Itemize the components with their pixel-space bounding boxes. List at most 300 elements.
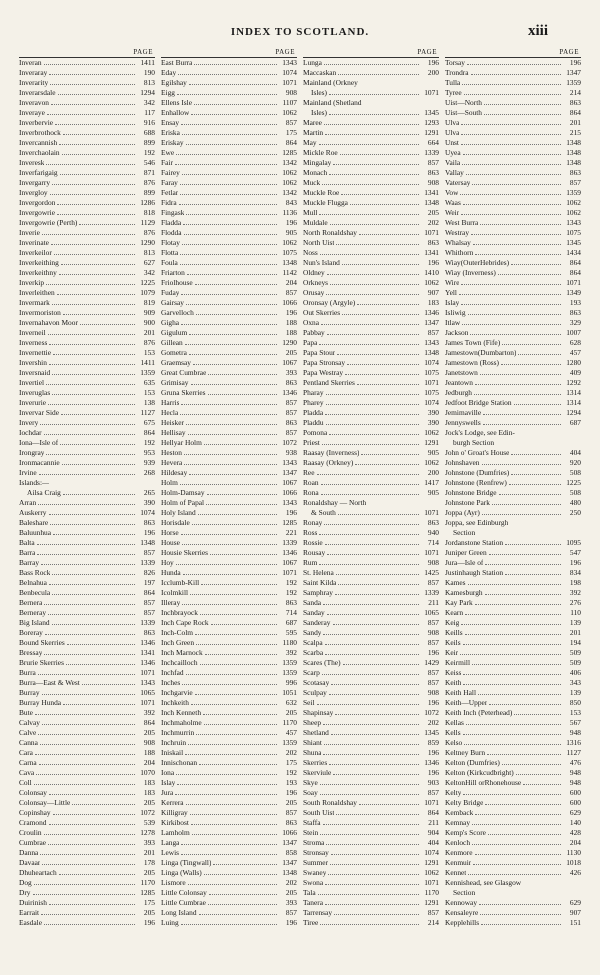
entry-name: Jamestown(Dumbarton)	[445, 348, 517, 357]
leader-dots	[44, 918, 135, 925]
entry-page: 908	[285, 88, 297, 97]
entry-name: Inverness	[19, 338, 48, 347]
entry-name: Jura—Isle of	[445, 558, 484, 567]
index-entry	[19, 218, 155, 228]
leader-dots	[187, 268, 277, 275]
column-heading: PAGE	[133, 48, 153, 56]
entry-name: Faray	[161, 178, 178, 187]
entry-page: 863	[285, 418, 297, 427]
index-entry	[445, 438, 581, 448]
leader-dots	[471, 68, 561, 75]
entry-page: 1071	[140, 668, 155, 677]
index-entry	[19, 88, 155, 98]
leader-dots	[325, 408, 419, 415]
entry-page: 1345	[424, 108, 439, 117]
entry-page: 1170	[424, 888, 439, 897]
entry-name: Unst	[445, 138, 459, 147]
entry-name: Hoy	[161, 558, 174, 567]
leader-dots	[492, 498, 561, 505]
entry-name: Calve	[19, 728, 37, 737]
entry-page: 857	[143, 608, 155, 617]
leader-dots	[462, 318, 561, 325]
leader-dots	[338, 508, 419, 515]
leader-dots	[82, 678, 135, 685]
entry-name: Little Colonsay	[161, 888, 207, 897]
entry-page: 688	[143, 128, 155, 137]
leader-dots	[66, 658, 135, 665]
entry-page: 1062	[282, 178, 297, 187]
leader-dots	[184, 448, 277, 455]
entry-page: 197	[143, 578, 155, 587]
index-entry	[303, 888, 439, 898]
index-entry	[19, 488, 155, 498]
entry-name: Wire	[445, 278, 460, 287]
entry-name: Johnstone Bridge	[445, 488, 497, 497]
entry-name: Gigulum	[161, 328, 188, 337]
index-entry	[303, 728, 439, 738]
entry-page: 834	[569, 568, 581, 577]
entry-page: 428	[569, 828, 581, 837]
entry-name: Burra—East & West	[19, 678, 80, 687]
index-entry	[19, 528, 155, 538]
leader-dots	[465, 608, 561, 615]
entry-page: 342	[143, 268, 155, 277]
entry-name: Rona	[303, 488, 319, 497]
index-entry	[445, 808, 581, 818]
entry-page: 1348	[282, 258, 297, 267]
index-entry	[161, 68, 297, 78]
entry-name: Iona—Isle of	[19, 438, 59, 447]
leader-dots	[320, 778, 419, 785]
index-entry	[161, 118, 297, 128]
entry-page: 1425	[424, 568, 439, 577]
index-entry	[161, 668, 297, 678]
leader-dots	[201, 578, 277, 585]
entry-name: Invergowrie	[19, 208, 55, 217]
entry-name: Oronsay (Argyle)	[303, 298, 356, 307]
index-entry	[445, 768, 581, 778]
entry-page: 996	[285, 678, 297, 687]
index-entry	[161, 718, 297, 728]
index-entry	[161, 408, 297, 418]
index-entry	[445, 138, 581, 148]
index-entry	[303, 418, 439, 428]
index-entry	[161, 478, 297, 488]
entry-page: 196	[143, 918, 155, 927]
index-entry	[303, 268, 439, 278]
leader-dots	[186, 798, 277, 805]
index-entry	[445, 258, 581, 268]
index-entry	[303, 118, 439, 128]
leader-dots	[468, 308, 561, 315]
page-header	[0, 23, 600, 42]
entry-name: Earrait	[19, 908, 40, 917]
leader-dots	[48, 838, 135, 845]
index-entry	[445, 908, 581, 918]
entry-page: 863	[427, 518, 439, 527]
entry-name: Papa Stour	[303, 348, 336, 357]
entry-page: 863	[285, 378, 297, 387]
entry-name: Soay	[303, 788, 318, 797]
index-entry	[19, 558, 155, 568]
index-entry	[19, 168, 155, 178]
entry-name: Kirkibost	[161, 818, 189, 827]
leader-dots	[485, 588, 561, 595]
index-entry	[445, 718, 581, 728]
index-entry	[303, 878, 439, 888]
leader-dots	[184, 228, 277, 235]
leader-dots	[181, 398, 277, 405]
page-number: xiii	[527, 23, 548, 39]
entry-page: 480	[569, 498, 581, 507]
leader-dots	[473, 858, 561, 865]
index-entry	[161, 198, 297, 208]
index-columns	[19, 48, 581, 928]
index-entry	[303, 688, 439, 698]
entry-page: 818	[143, 208, 155, 217]
leader-dots	[177, 778, 277, 785]
leader-dots	[176, 148, 277, 155]
index-entry	[303, 178, 439, 188]
entry-page: 200	[427, 468, 439, 477]
entry-page: 908	[427, 178, 439, 187]
leader-dots	[186, 298, 277, 305]
entry-page: 1346	[282, 548, 297, 557]
index-entry	[445, 858, 581, 868]
leader-dots	[183, 218, 277, 225]
index-entry	[303, 838, 439, 848]
entry-name: Noss	[303, 248, 318, 257]
leader-dots	[463, 668, 561, 675]
leader-dots	[196, 638, 277, 645]
entry-name: Iniskail	[161, 748, 184, 757]
entry-name: Holm	[161, 478, 178, 487]
entry-name: Enhallow	[161, 108, 190, 117]
index-entry	[19, 698, 155, 708]
entry-name: Inveravon	[19, 98, 49, 107]
index-entry	[161, 768, 297, 778]
leader-dots	[485, 558, 561, 565]
entry-name: Great Cumbrae	[161, 368, 207, 377]
leader-dots	[472, 658, 561, 665]
index-entry	[303, 588, 439, 598]
index-entry	[19, 278, 155, 288]
entry-page: 1346	[140, 658, 155, 667]
leader-dots	[52, 388, 135, 395]
leader-dots	[323, 628, 419, 635]
index-entry	[19, 878, 155, 888]
entry-page: 907	[569, 908, 581, 917]
leader-dots	[329, 758, 419, 765]
leader-dots	[182, 598, 277, 605]
entry-page: 1129	[140, 218, 155, 227]
entry-page: 857	[427, 638, 439, 647]
entry-name: Isles)	[311, 88, 328, 97]
entry-name: Keiss	[445, 668, 462, 677]
leader-dots	[509, 478, 561, 485]
entry-name: Mull	[303, 208, 318, 217]
index-entry	[161, 178, 297, 188]
entry-name: Flodda	[161, 228, 182, 237]
index-entry	[161, 418, 297, 428]
entry-name: Kenmuir	[445, 858, 472, 867]
index-entry	[445, 238, 581, 248]
entry-name: Inchbrayock	[161, 608, 198, 617]
index-entry	[19, 158, 155, 168]
index-entry	[19, 668, 155, 678]
leader-dots	[329, 88, 419, 95]
entry-page: 188	[285, 328, 297, 337]
leader-dots	[326, 388, 419, 395]
entry-name: Fingask	[161, 208, 185, 217]
entry-name: Scarp	[303, 668, 320, 677]
entry-name: Scotasay	[303, 678, 330, 687]
entry-name: Keills	[445, 628, 463, 637]
leader-dots	[501, 358, 561, 365]
entry-name: Rum	[303, 558, 318, 567]
index-entry	[303, 338, 439, 348]
index-entry	[161, 878, 297, 888]
entry-page: 1348	[566, 138, 581, 147]
entry-name: Jedburgh	[445, 388, 472, 397]
entry-name: Hecla	[161, 408, 179, 417]
leader-dots	[200, 608, 277, 615]
leader-dots	[36, 768, 135, 775]
entry-page: 1066	[282, 828, 297, 837]
index-entry	[303, 748, 439, 758]
entry-page: 899	[143, 138, 155, 147]
leader-dots	[44, 648, 135, 655]
index-entry	[161, 498, 297, 508]
index-entry	[303, 58, 439, 68]
entry-page: 1434	[566, 248, 581, 257]
leader-dots	[329, 108, 419, 115]
entry-page: 635	[143, 378, 155, 387]
index-entry	[19, 688, 155, 698]
index-entry	[445, 278, 581, 288]
index-entry	[161, 748, 297, 758]
index-entry	[19, 148, 155, 158]
entry-name: Balta	[19, 538, 35, 547]
entry-name: North Uist	[303, 238, 335, 247]
entry-page: 1291	[424, 128, 439, 137]
leader-dots	[511, 468, 561, 475]
index-entry	[303, 88, 439, 98]
leader-dots	[473, 238, 561, 245]
entry-name: Kames	[445, 578, 466, 587]
entry-name: Keith	[445, 678, 462, 687]
leader-dots	[463, 678, 561, 685]
index-rows	[161, 57, 297, 928]
index-entry	[445, 798, 581, 808]
index-entry	[445, 458, 581, 468]
leader-dots	[49, 898, 135, 905]
leader-dots	[52, 298, 135, 305]
leader-dots	[49, 788, 135, 795]
entry-name: Mingalay	[303, 158, 332, 167]
entry-page: 1136	[282, 208, 297, 217]
index-entry	[445, 228, 581, 238]
entry-page: 175	[285, 758, 297, 767]
index-entry	[161, 908, 297, 918]
entry-page: 201	[569, 628, 581, 637]
entry-page: 1062	[424, 458, 439, 467]
index-entry	[445, 268, 581, 278]
index-entry	[161, 898, 297, 908]
index-entry	[161, 658, 297, 668]
entry-page: 1062	[282, 238, 297, 247]
entry-name: Garvelloch	[161, 308, 194, 317]
index-entry	[303, 898, 439, 908]
entry-page: 1075	[282, 248, 297, 257]
entry-page: 863	[143, 628, 155, 637]
entry-page: 329	[569, 318, 581, 327]
entry-name: Jeantown	[445, 378, 473, 387]
index-entry	[161, 688, 297, 698]
index-entry	[19, 438, 155, 448]
entry-page: 1293	[424, 118, 439, 127]
entry-page: 857	[285, 398, 297, 407]
entry-page: 857	[427, 618, 439, 627]
entry-page: 850	[569, 698, 581, 707]
entry-name: Mainland (Orkney	[303, 78, 358, 87]
entry-name: Gigha	[161, 318, 180, 327]
index-entry	[303, 478, 439, 488]
leader-dots	[180, 178, 277, 185]
entry-name: Kenloch	[445, 838, 471, 847]
leader-dots	[484, 108, 561, 115]
entry-page: 153	[143, 388, 155, 397]
entry-page: 1291	[424, 438, 439, 447]
entry-page: 908	[427, 558, 439, 567]
entry-name: Orusay	[303, 288, 325, 297]
entry-name: Rossie	[303, 538, 323, 547]
entry-name: Icolmkill	[161, 588, 189, 597]
entry-page: 909	[143, 308, 155, 317]
entry-name: East Burra	[161, 58, 193, 67]
entry-page: 1348	[282, 868, 297, 877]
leader-dots	[53, 808, 135, 815]
leader-dots	[319, 208, 419, 215]
index-entry	[303, 248, 439, 258]
index-entry	[445, 58, 581, 68]
index-entry	[445, 128, 581, 138]
entry-name: Inverneil	[19, 328, 46, 337]
leader-dots	[321, 478, 419, 485]
entry-page: 857	[285, 288, 297, 297]
leader-dots	[338, 578, 419, 585]
leader-dots	[329, 688, 419, 695]
entry-page: 1347	[282, 858, 297, 867]
index-entry	[19, 328, 155, 338]
leader-dots	[175, 788, 277, 795]
entry-page: 905	[427, 488, 439, 497]
entry-page: 1062	[566, 208, 581, 217]
entry-name: Ailsa Craig	[27, 488, 61, 497]
entry-name: Easdale	[19, 918, 42, 927]
entry-name: Kelty Bridge	[445, 798, 484, 807]
entry-page: 1067	[282, 558, 297, 567]
entry-page: 342	[143, 98, 155, 107]
index-entry	[161, 448, 297, 458]
leader-dots	[191, 378, 277, 385]
entry-name: Friarton	[161, 268, 185, 277]
leader-dots	[38, 728, 135, 735]
entry-page: 406	[569, 668, 581, 677]
leader-dots	[323, 748, 419, 755]
entry-page: 1072	[282, 438, 297, 447]
index-entry	[161, 238, 297, 248]
leader-dots	[181, 288, 277, 295]
index-entry	[19, 918, 155, 928]
index-entry	[445, 98, 581, 108]
entry-name: Kemp's Score	[445, 828, 486, 837]
entry-page: 826	[143, 568, 155, 577]
index-entry	[19, 548, 155, 558]
entry-page: 205	[285, 798, 297, 807]
entry-page: 1074	[424, 358, 439, 367]
entry-page: 188	[285, 318, 297, 327]
entry-page: 204	[569, 838, 581, 847]
entry-page: 905	[285, 228, 297, 237]
entry-page: 714	[427, 538, 439, 547]
leader-dots	[176, 768, 277, 775]
entry-name: Flotta	[161, 248, 179, 257]
leader-dots	[461, 208, 561, 215]
leader-dots	[333, 768, 419, 775]
leader-dots	[196, 728, 277, 735]
entry-page: 940	[427, 528, 439, 537]
entry-name: Fladda	[161, 218, 182, 227]
leader-dots	[325, 898, 419, 905]
index-entry	[161, 618, 297, 628]
index-entry	[19, 458, 155, 468]
leader-dots	[461, 128, 561, 135]
entry-page: 192	[285, 578, 297, 587]
entry-name: Hildesay	[161, 468, 188, 477]
entry-name: Inveresk	[19, 158, 45, 167]
entry-page: 948	[569, 728, 581, 737]
index-entry	[303, 738, 439, 748]
index-entry	[303, 778, 439, 788]
leader-dots	[198, 508, 277, 515]
index-entry	[445, 898, 581, 908]
entry-name: Eriskay	[161, 138, 184, 147]
entry-page: 192	[143, 438, 155, 447]
entry-page: 1341	[424, 248, 439, 257]
leader-dots	[327, 328, 419, 335]
entry-name: Inverleithen	[19, 288, 55, 297]
leader-dots	[487, 748, 561, 755]
entry-name: Isles)	[311, 108, 328, 117]
index-entry	[161, 188, 297, 198]
entry-page: 390	[427, 418, 439, 427]
leader-dots	[34, 778, 135, 785]
entry-name: Ronay	[303, 518, 323, 527]
entry-name: Isliwig	[445, 308, 466, 317]
entry-name: Invermark	[19, 298, 50, 307]
entry-page: 632	[285, 698, 297, 707]
entry-name: Copinshay	[19, 808, 51, 817]
index-entry	[303, 758, 439, 768]
entry-page: 1225	[140, 278, 155, 287]
index-entry	[303, 288, 439, 298]
index-entry	[445, 568, 581, 578]
index-entry	[445, 518, 581, 528]
entry-page: 1291	[424, 898, 439, 907]
entry-page: 268	[143, 468, 155, 477]
leader-dots	[63, 128, 135, 135]
